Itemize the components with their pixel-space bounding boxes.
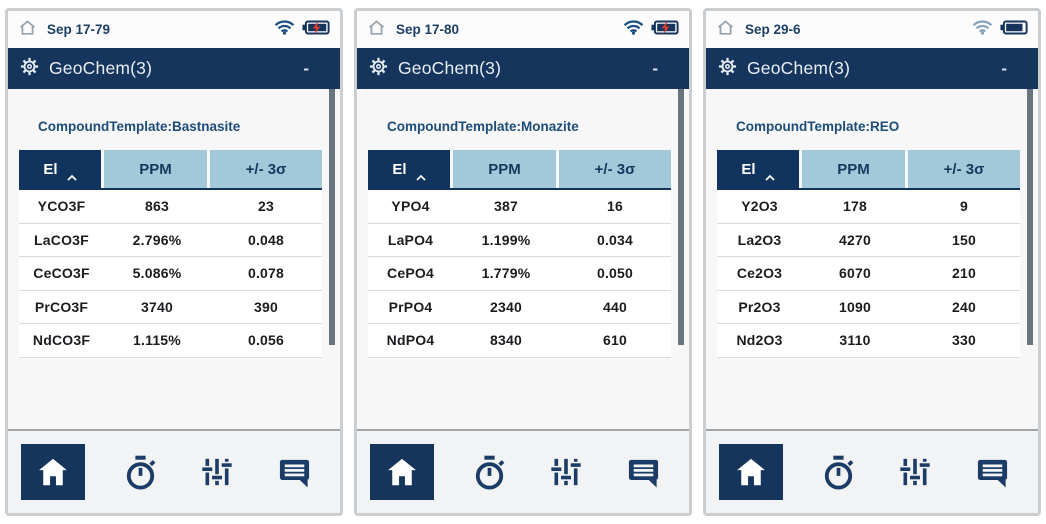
compound-template-label: CompoundTemplate:Bastnasite <box>38 119 241 134</box>
cell-el: NdPO4 <box>386 332 435 349</box>
cell-ppm: 3740 <box>141 298 173 315</box>
status-date: Sep 17-80 <box>396 22 460 37</box>
wifi-icon <box>972 19 993 40</box>
app-title-bar <box>706 48 1038 89</box>
battery-icon <box>1000 20 1028 40</box>
column-header-ppm[interactable]: PPM <box>802 150 908 188</box>
cell-sigma: 0.050 <box>596 265 634 282</box>
scrollbar[interactable] <box>329 89 335 345</box>
status-bar <box>357 11 689 48</box>
cell-ppm: 5.086% <box>132 265 182 282</box>
cell-sigma: 150 <box>952 231 976 248</box>
chat-button[interactable] <box>621 450 665 494</box>
table-header-row <box>368 150 671 190</box>
table-header-row <box>19 150 322 190</box>
status-date: Sep 17-79 <box>47 22 111 37</box>
bottom-toolbar <box>8 429 340 513</box>
cell-sigma: 0.034 <box>596 231 634 248</box>
home-icon <box>18 18 37 41</box>
battery-charging-icon <box>651 20 679 40</box>
cell-sigma: 23 <box>258 198 274 215</box>
results-table <box>19 150 322 358</box>
column-header-el[interactable]: El <box>368 150 453 188</box>
compound-template-label: CompoundTemplate:REO <box>736 119 900 134</box>
timer-button[interactable] <box>816 450 860 494</box>
bottom-toolbar <box>357 429 689 513</box>
cell-ppm: 2.796% <box>132 231 182 248</box>
cell-el: CePO4 <box>387 265 434 282</box>
home-button[interactable] <box>370 444 434 500</box>
cell-ppm: 1.115% <box>133 332 181 349</box>
cell-el: Ce2O3 <box>736 265 783 282</box>
home-button[interactable] <box>21 444 85 500</box>
cell-ppm: 1.199% <box>481 231 531 248</box>
column-header-ppm[interactable]: PPM <box>453 150 559 188</box>
column-header-sigma[interactable]: +/- 3σ <box>559 150 671 188</box>
table-row[interactable] <box>368 291 671 325</box>
home-button[interactable] <box>719 444 783 500</box>
device-panel-2 <box>354 8 692 516</box>
minimize-button[interactable]: - <box>303 58 309 78</box>
table-row[interactable] <box>717 324 1020 358</box>
bottom-toolbar <box>706 429 1038 513</box>
cell-el: PrCO3F <box>34 298 89 315</box>
cell-ppm: 1.779% <box>481 265 531 282</box>
cell-el: CeCO3F <box>33 265 90 282</box>
cell-el: LaPO4 <box>387 231 434 248</box>
cell-ppm: 4270 <box>839 231 871 248</box>
cell-sigma: 610 <box>603 332 627 349</box>
gear-icon <box>717 56 738 82</box>
table-row[interactable] <box>19 224 322 258</box>
sliders-button[interactable] <box>893 450 937 494</box>
sort-ascending-icon <box>416 168 426 185</box>
cell-el: LaCO3F <box>34 231 89 248</box>
table-header-row <box>717 150 1020 190</box>
cell-sigma: 0.056 <box>247 332 285 349</box>
cell-sigma: 210 <box>952 265 976 282</box>
scrollbar[interactable] <box>678 89 684 345</box>
cell-sigma: 440 <box>603 298 627 315</box>
table-row[interactable] <box>717 291 1020 325</box>
screen-body <box>706 89 1038 429</box>
table-row[interactable] <box>368 257 671 291</box>
cell-sigma: 0.078 <box>247 265 285 282</box>
status-bar <box>706 11 1038 48</box>
app-title-bar <box>357 48 689 89</box>
cell-el: La2O3 <box>737 231 782 248</box>
cell-el: Y2O3 <box>741 198 778 215</box>
wifi-icon <box>274 19 295 40</box>
cell-sigma: 390 <box>254 298 278 315</box>
table-row[interactable] <box>19 257 322 291</box>
app-title: GeoChem(3) <box>49 58 153 78</box>
column-header-el[interactable]: El <box>19 150 104 188</box>
cell-ppm: 387 <box>494 198 518 215</box>
timer-button[interactable] <box>118 450 162 494</box>
table-row[interactable] <box>19 190 322 224</box>
cell-ppm: 2340 <box>490 298 522 315</box>
column-header-ppm[interactable]: PPM <box>104 150 210 188</box>
device-panel-3 <box>703 8 1041 516</box>
device-panel-1 <box>5 8 343 516</box>
sort-ascending-icon <box>765 168 775 185</box>
cell-sigma: 0.048 <box>247 231 285 248</box>
table-row[interactable] <box>717 224 1020 258</box>
wifi-icon <box>623 19 644 40</box>
cell-ppm: 178 <box>843 198 867 215</box>
home-icon <box>367 18 386 41</box>
table-row[interactable] <box>19 291 322 325</box>
battery-charging-icon <box>302 20 330 40</box>
cell-sigma: 240 <box>952 298 976 315</box>
scrollbar[interactable] <box>1027 89 1033 345</box>
column-header-sigma[interactable]: +/- 3σ <box>908 150 1020 188</box>
column-header-el[interactable]: El <box>717 150 802 188</box>
results-table <box>368 150 671 358</box>
cell-ppm: 8340 <box>490 332 522 349</box>
cell-sigma: 9 <box>960 198 968 215</box>
table-row[interactable] <box>368 324 671 358</box>
table-row[interactable] <box>368 190 671 224</box>
home-icon <box>716 18 735 41</box>
cell-el: NdCO3F <box>32 332 91 349</box>
sort-ascending-icon <box>67 168 77 185</box>
status-date: Sep 29-6 <box>745 22 801 37</box>
table-row[interactable] <box>717 257 1020 291</box>
cell-ppm: 6070 <box>839 265 871 282</box>
timer-button[interactable] <box>467 450 511 494</box>
cell-ppm: 3110 <box>839 332 871 349</box>
cell-el: YCO3F <box>37 198 86 215</box>
chat-button[interactable] <box>272 450 316 494</box>
column-header-sigma[interactable]: +/- 3σ <box>210 150 322 188</box>
table-row[interactable] <box>19 324 322 358</box>
minimize-button[interactable]: - <box>1001 58 1007 78</box>
cell-ppm: 1090 <box>839 298 871 315</box>
cell-el: Nd2O3 <box>736 332 783 349</box>
cell-sigma: 16 <box>607 198 623 215</box>
app-title: GeoChem(3) <box>747 58 851 78</box>
sliders-button[interactable] <box>195 450 239 494</box>
cell-sigma: 330 <box>952 332 976 349</box>
gear-icon <box>368 56 389 82</box>
minimize-button[interactable]: - <box>652 58 658 78</box>
table-row[interactable] <box>717 190 1020 224</box>
screen-body <box>8 89 340 429</box>
cell-ppm: 863 <box>145 198 169 215</box>
compound-template-label: CompoundTemplate:Monazite <box>387 119 579 134</box>
app-title: GeoChem(3) <box>398 58 502 78</box>
results-table <box>717 150 1020 358</box>
chat-button[interactable] <box>970 450 1014 494</box>
table-row[interactable] <box>368 224 671 258</box>
screen-body <box>357 89 689 429</box>
cell-el: YPO4 <box>391 198 430 215</box>
gear-icon <box>19 56 40 82</box>
status-bar <box>8 11 340 48</box>
app-title-bar <box>8 48 340 89</box>
cell-el: Pr2O3 <box>738 298 781 315</box>
cell-el: PrPO4 <box>388 298 433 315</box>
sliders-button[interactable] <box>544 450 588 494</box>
